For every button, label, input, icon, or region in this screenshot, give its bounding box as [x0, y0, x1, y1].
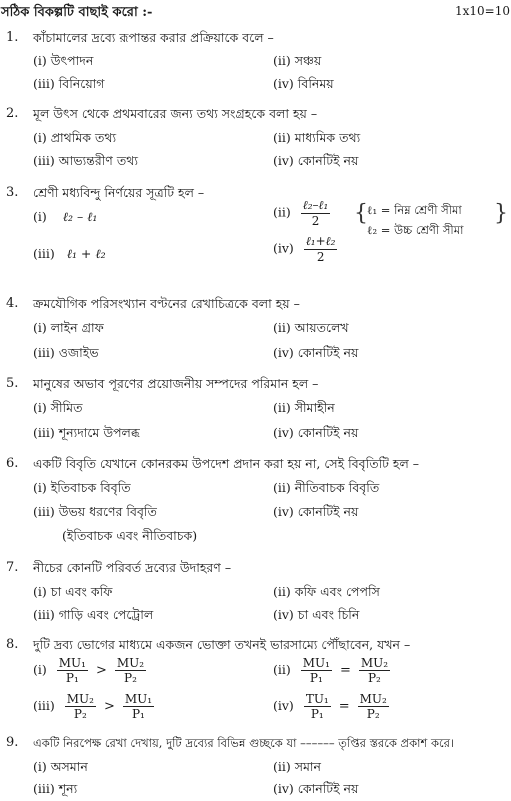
question-text: দুটি দ্রব্য ভোগের মাধ্যমে একজন ভোক্তা তখনই ভারসাম্যে পৌঁছাবেন, যখন –: [33, 637, 411, 652]
question-number: 4.: [6, 296, 19, 311]
option-label: (iii): [33, 246, 55, 261]
question-number: 1.: [6, 30, 19, 45]
option-iv: [273, 234, 337, 264]
fraction: [65, 692, 96, 721]
option-iv: (iv) চা এবং চিনি: [273, 607, 360, 622]
option-label: (i): [33, 662, 47, 677]
formula: ℓ₂ – ℓ₁: [62, 209, 98, 224]
section-title: সঠিক বিকল্পটি বাছাই করো :-: [1, 5, 153, 20]
denominator: P₁: [310, 707, 324, 721]
relation-sign: >: [103, 699, 115, 714]
option-iv: (iv) কোনটিই নয়: [273, 425, 359, 440]
option-iii: (iii) ওজাইভ: [33, 345, 99, 360]
question-text: কাঁচামালের দ্রব্যে রূপান্তর করার প্রক্রিয়াকে বলে –: [33, 30, 274, 45]
option-iv: (iv) কোনটিই নয়: [273, 345, 359, 360]
question-text: মূল উৎস থেকে প্রথমবারের জন্য তথ্য সংগ্রহকে বলা হয় –: [33, 106, 318, 121]
marks-label: 1x10=10: [455, 4, 510, 18]
numerator: MU₁: [302, 656, 330, 670]
legend-lower-limit: ℓ₁ = নিম্ন শ্রেণী সীমা: [367, 203, 462, 217]
question-number: 8.: [6, 637, 19, 652]
option-ii: (ii) আয়তলেখ: [273, 320, 349, 335]
option-iii: [33, 246, 106, 262]
denominator: P₁: [309, 671, 323, 685]
numerator: ℓ₂–ℓ₁: [302, 198, 329, 212]
question-number: 3.: [6, 185, 19, 200]
numerator: TU₁: [305, 692, 329, 706]
option-label: (ii): [273, 662, 291, 677]
question-text: একটি বিবৃতি যেখানে কোনরকম উপদেশ প্রদান করা হয় না, সেই বিবৃতিটি হল –: [33, 456, 420, 471]
option-iii: (iii) গাড়ি এবং পেট্রোল: [33, 607, 154, 622]
question-number: 6.: [6, 456, 19, 471]
option-iv: (iv) বিনিময়: [273, 76, 334, 91]
option-ii: [273, 656, 390, 685]
fraction: [301, 198, 331, 228]
option-ii: (ii) মাধ্যমিক তথ্য: [273, 130, 361, 145]
relation-sign: =: [339, 663, 351, 678]
option-i: [33, 656, 146, 685]
question-number: 9.: [6, 735, 19, 750]
fraction: [304, 234, 338, 264]
option-iv: [273, 692, 389, 721]
fraction: [115, 656, 146, 685]
option-i: (i) অসমান: [33, 759, 88, 774]
question-text: ক্রমযৌগিক পরিসংখ্যান বণ্টনের রেখাচিত্রকে বলা হয় –: [33, 296, 300, 311]
formula: ℓ₁ + ℓ₂: [66, 246, 106, 261]
option-label: (i): [33, 209, 47, 224]
fraction: [359, 656, 390, 685]
numerator: MU₂: [116, 656, 145, 670]
numerator: ℓ₁+ℓ₂: [305, 234, 336, 248]
option-i: (i) সীমিত: [33, 400, 83, 415]
numerator: MU₂: [66, 692, 94, 706]
denominator: P₂: [366, 707, 380, 721]
fraction: [301, 656, 332, 685]
fraction: [358, 692, 389, 721]
option-iv: (iv) কোনটিই নয়: [273, 153, 359, 168]
fraction: [57, 656, 88, 685]
option-iv: (iv) কোনটিই নয়: [273, 781, 359, 796]
denominator: P₁: [65, 671, 79, 685]
option-ii: (ii) নীতিবাচক বিবৃতি: [273, 480, 380, 495]
option-label: (iii): [33, 698, 55, 713]
option-ii: [273, 198, 330, 228]
option-ii: (ii) সীমাহীন: [273, 400, 335, 415]
option-iii-continuation: (ইতিবাচক এবং নীতিবাচক): [62, 528, 198, 543]
option-i: (i) লাইন গ্রাফ: [33, 320, 104, 335]
option-i: (i) প্রাথমিক তথ্য: [33, 130, 117, 145]
option-i: (i) উৎপাদন: [33, 53, 94, 68]
option-ii: (ii) কফি এবং পেপসি: [273, 584, 380, 599]
numerator: MU₁: [58, 656, 86, 670]
question-number: 2.: [6, 106, 19, 121]
denominator: P₁: [131, 707, 145, 721]
relation-sign: >: [95, 663, 107, 678]
numerator: MU₂: [359, 692, 387, 706]
question-text: একটি নিরপেক্ষ রেখা দেখায়, দুটি দ্রব্যের বিভিন্ন গুচ্ছকে যা –––––– তৃপ্তির স্তরকে প্রকাশ করে।: [33, 736, 455, 750]
option-iii: (iii) শূন্যদামে উপলব্ধ: [33, 425, 140, 440]
question-number: 5.: [6, 376, 19, 391]
legend-upper-limit: ℓ₂ = উচ্চ শ্রেণী সীমা: [367, 223, 464, 237]
numerator: MU₁: [124, 692, 153, 706]
option-label: (iv): [273, 240, 294, 256]
option-i: (i) ইতিবাচক বিবৃতি: [33, 480, 131, 495]
question-text: শ্রেণী মধ্যবিন্দু নির্ণয়ের সূত্রটি হল –: [33, 185, 205, 200]
option-label: (ii): [273, 204, 291, 220]
fraction: [123, 692, 154, 721]
fraction: [304, 692, 331, 721]
option-i: [33, 209, 97, 225]
relation-sign: =: [338, 699, 350, 714]
option-iii: (iii) বিনিয়োগ: [33, 76, 105, 91]
question-text: নীচের কোনটি পরিবর্ত দ্রব্যের উদাহরণ –: [33, 560, 232, 575]
question-number: 7.: [6, 560, 19, 575]
option-iii: (iii) আভ্যন্তরীণ তথ্য: [33, 153, 138, 168]
option-label: (iv): [273, 698, 294, 713]
option-i: (i) চা এবং কফি: [33, 584, 113, 599]
numerator: MU₂: [360, 656, 389, 670]
denominator: 2: [316, 250, 325, 264]
left-brace: {: [354, 201, 368, 226]
question-text: মানুষের অভাব পূরণের প্রয়োজনীয় সম্পদের পরিমান হল –: [33, 376, 319, 391]
denominator: P₂: [124, 671, 137, 685]
option-ii: (ii) সমান: [273, 759, 322, 774]
denominator: P₂: [367, 671, 381, 685]
formula-legend: [367, 200, 463, 240]
option-iv: (iv) কোনটিই নয়: [273, 504, 359, 519]
right-brace: }: [494, 201, 508, 226]
denominator: P₂: [73, 707, 87, 721]
denominator: 2: [311, 214, 320, 228]
option-iii: [33, 692, 154, 721]
option-iii: (iii) উভয় ধরণের বিবৃতি: [33, 504, 157, 519]
option-ii: (ii) সঞ্চয়: [273, 53, 322, 68]
option-iii: (iii) শূন্য: [33, 781, 78, 796]
